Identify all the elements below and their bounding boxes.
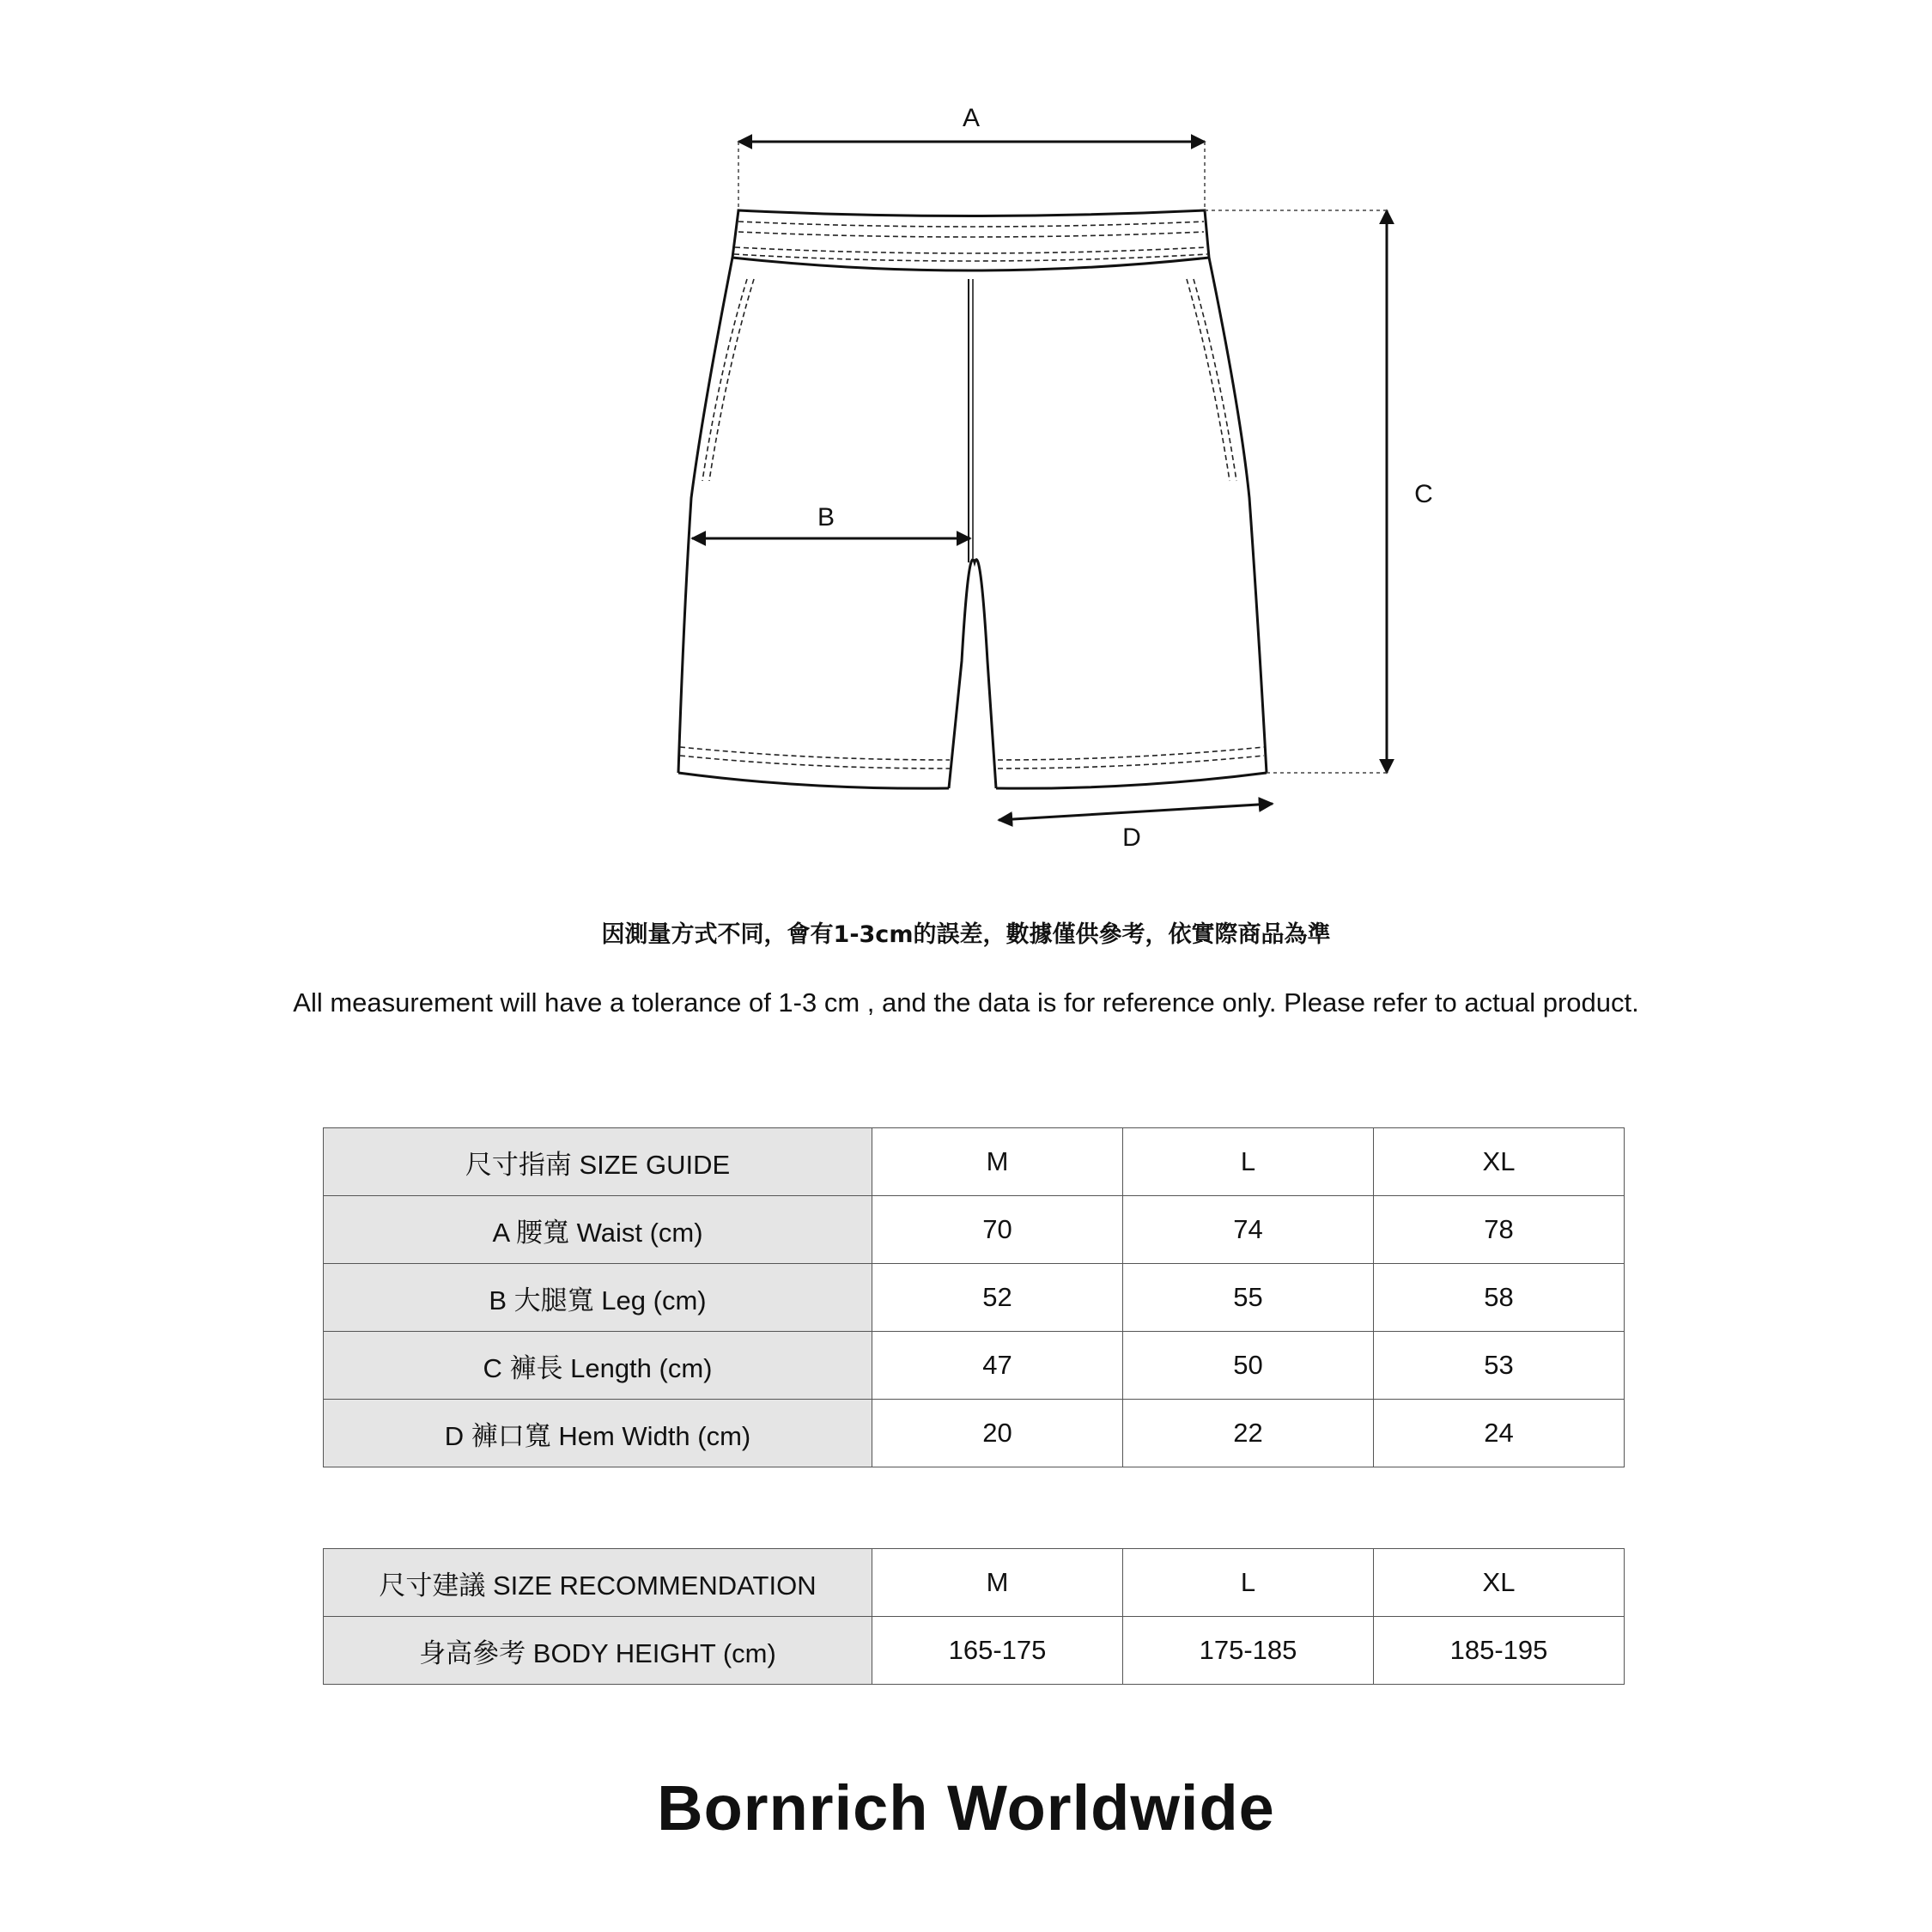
label-d: D [1122,823,1141,852]
size-guide-header-row [324,1128,1625,1196]
rec-size-header-m: M [872,1549,1123,1617]
size-recommendation-table [323,1548,1625,1685]
leg-xl: 58 [1374,1264,1625,1332]
measurement-a [738,104,1205,210]
size-header-xl: XL [1374,1128,1625,1196]
tolerance-note-chinese: 因測量方式不同，會有1-3cm的誤差，數據僅供參考，依實際商品為準 [601,921,1331,948]
hem-width-l: 22 [1123,1400,1374,1467]
rec-size-header-xl: XL [1374,1549,1625,1617]
size-header-m: M [872,1128,1123,1196]
waist-m: 70 [872,1196,1123,1264]
size-guide-title: 尺寸指南 SIZE GUIDE [324,1128,872,1196]
body-height-l: 175-185 [1123,1617,1374,1685]
leg-l: 55 [1123,1264,1374,1332]
table-row-body-height [324,1617,1625,1685]
brand-name: Bornrich Worldwide [657,1772,1275,1844]
row-label-hem-width: D 褲口寬 Hem Width (cm) [324,1400,872,1467]
measurement-d [999,804,1273,852]
measurement-b [692,503,970,538]
table-row-length [324,1332,1625,1400]
table-row-waist [324,1196,1625,1264]
size-recommendation-title: 尺寸建議 SIZE RECOMMENDATION [324,1549,872,1617]
tolerance-note-english: All measurement will have a tolerance of 1-3 cm , and the data is for reference only. Please refer to actual product. [293,987,1639,1018]
waist-xl: 78 [1374,1196,1625,1264]
table-row-leg [324,1264,1625,1332]
shorts-measurement-diagram [0,0,1932,859]
length-m: 47 [872,1332,1123,1400]
length-l: 50 [1123,1332,1374,1400]
table-row-hem-width [324,1400,1625,1467]
hem-width-xl: 24 [1374,1400,1625,1467]
row-label-waist: A 腰寬 Waist (cm) [324,1196,872,1264]
leg-m: 52 [872,1264,1123,1332]
label-c: C [1414,480,1433,508]
label-b: B [817,503,835,532]
size-header-l: L [1123,1128,1374,1196]
length-xl: 53 [1374,1332,1625,1400]
size-recommendation-header-row [324,1549,1625,1617]
shorts-stitching [680,222,1264,769]
body-height-m: 165-175 [872,1617,1123,1685]
rec-size-header-l: L [1123,1549,1374,1617]
label-a: A [962,104,981,132]
hem-width-m: 20 [872,1400,1123,1467]
row-label-length: C 褲長 Length (cm) [324,1332,872,1400]
size-guide-table [323,1127,1625,1467]
row-label-leg: B 大腿寬 Leg (cm) [324,1264,872,1332]
row-label-body-height: 身高參考 BODY HEIGHT (cm) [324,1617,872,1685]
body-height-xl: 185-195 [1374,1617,1625,1685]
measurement-c [1205,210,1433,773]
waist-l: 74 [1123,1196,1374,1264]
